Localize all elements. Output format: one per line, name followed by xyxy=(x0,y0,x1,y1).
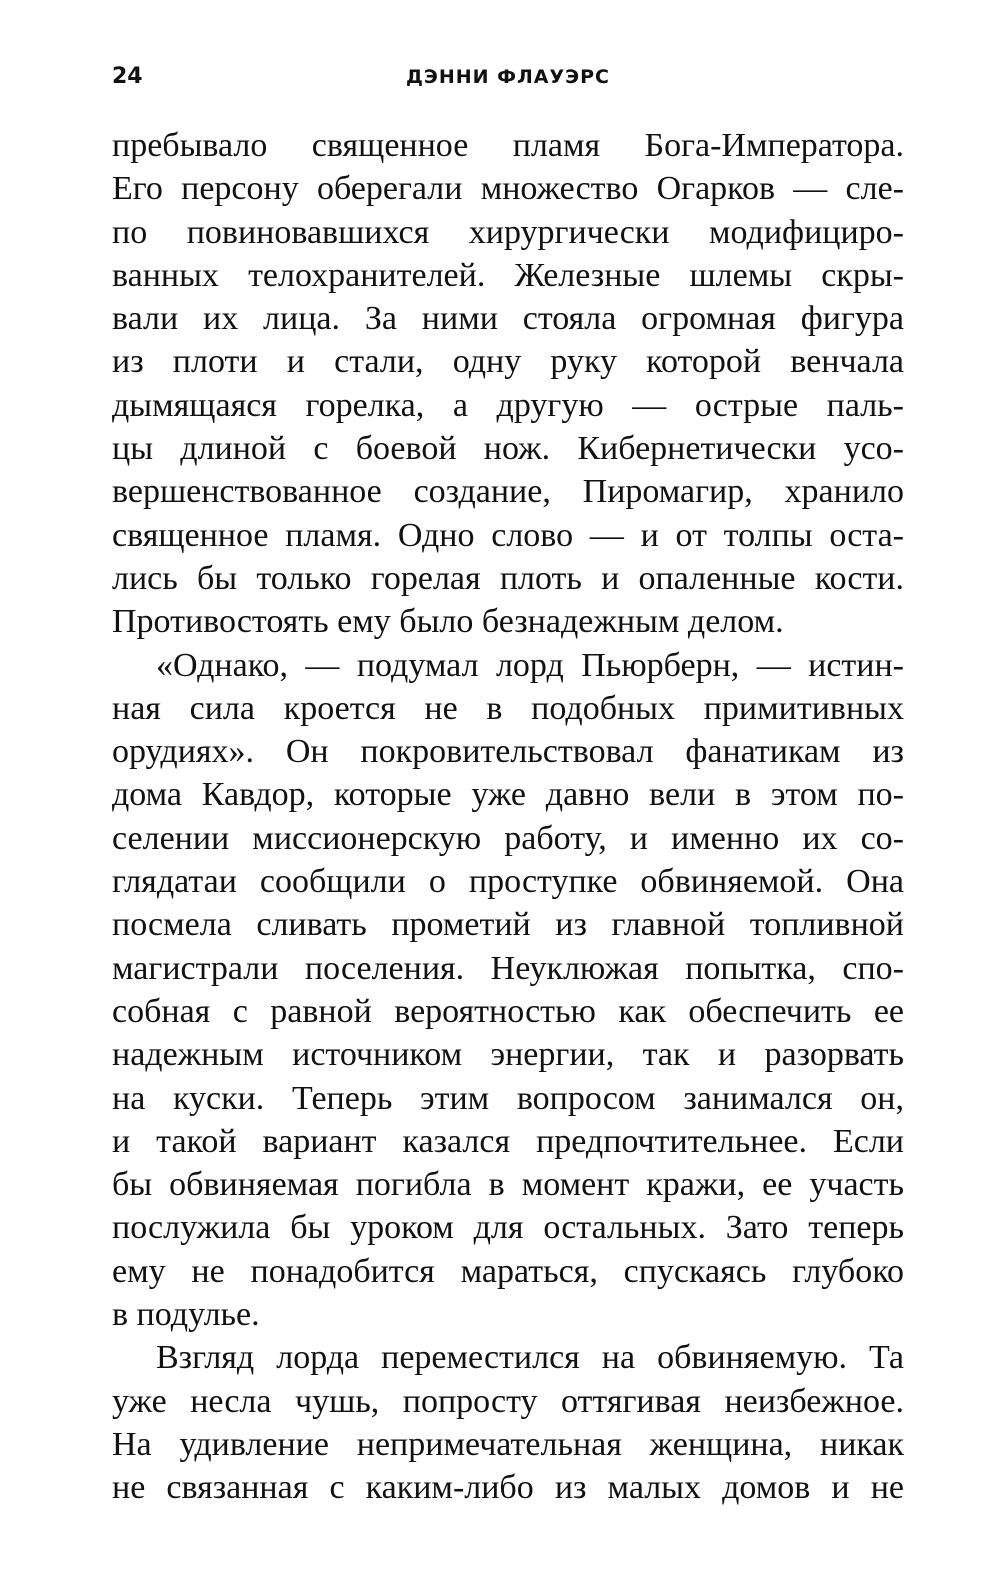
page-number: 24 xyxy=(112,64,143,89)
text-line: из плоти и стали, одну руку которой венчала xyxy=(112,343,904,381)
text-line: пребывало священное пламя Бога-Императора. xyxy=(112,127,904,164)
text-line: дома Кавдор, которые уже давно вели в этом по- xyxy=(112,776,904,814)
text-line: орудиях». Он покровительствовал фанатикам из xyxy=(112,733,904,771)
text-line: На удивление непримечательная женщина, никак xyxy=(112,1425,904,1463)
text-line: ему не понадобится мараться, спускаясь глубоко xyxy=(112,1252,904,1290)
text-line: уже несла чушь, попросту оттягивая неизбежное. xyxy=(112,1382,904,1420)
text-line: бы обвиняемая погибла в момент кражи, ее участь xyxy=(112,1166,904,1204)
text-line: цы длиной с боевой нож. Кибернетически усо- xyxy=(112,430,904,468)
text-line: не связанная с каким-либо из малых домов и не xyxy=(112,1469,904,1507)
text-line: Противостоять ему было безнадежным делом. xyxy=(112,603,784,641)
text-line: по повиновавшихся хирургически модифициро- xyxy=(112,213,904,251)
running-head xyxy=(112,64,904,100)
text-line: Взгляд лорда переместился на обвиняемую. Та xyxy=(156,1339,904,1377)
running-head-author: ДЭННИ ФЛАУЭРС xyxy=(406,66,610,88)
text-line: послужила бы уроком для остальных. Зато теперь xyxy=(112,1209,904,1247)
text-line: вершенствованное создание, Пиромагир, хранило xyxy=(112,473,904,511)
text-line: на куски. Теперь этим вопросом занимался он, xyxy=(112,1079,904,1117)
text-line: в подулье. xyxy=(112,1296,260,1334)
text-line: ванных телохранителей. Железные шлемы скры- xyxy=(112,256,904,294)
text-line: селении миссионерскую работу, и именно их со- xyxy=(112,819,904,857)
text-line: магистрали поселения. Неуклюжая попытка, спо- xyxy=(112,949,904,987)
text-line: глядатаи сообщили о проступке обвиняемой. Она xyxy=(112,863,904,901)
body-text xyxy=(112,124,904,1510)
text-line: лись бы только горелая плоть и опаленные кости. xyxy=(112,559,904,597)
text-line: «Однако, — подумал лорд Пьюрберн, — истин- xyxy=(156,646,904,684)
text-line: ная сила кроется не в подобных примитивных xyxy=(112,689,904,727)
text-line: собная с равной вероятностью как обеспечить ее xyxy=(112,992,904,1030)
text-line: надежным источником энергии, так и разорвать xyxy=(112,1036,904,1074)
text-line: вали их лица. За ними стояла огромная фигура xyxy=(112,300,904,338)
text-line: и такой вариант казался предпочтительнее. Если xyxy=(112,1122,904,1160)
text-line: священное пламя. Одно слово — и от толпы оста- xyxy=(112,516,904,554)
text-line: посмела сливать прометий из главной топливной xyxy=(112,906,904,944)
text-line: Его персону оберегали множество Огарков — сле- xyxy=(112,170,904,208)
text-line: дымящаяся горелка, а другую — острые паль- xyxy=(112,386,904,424)
